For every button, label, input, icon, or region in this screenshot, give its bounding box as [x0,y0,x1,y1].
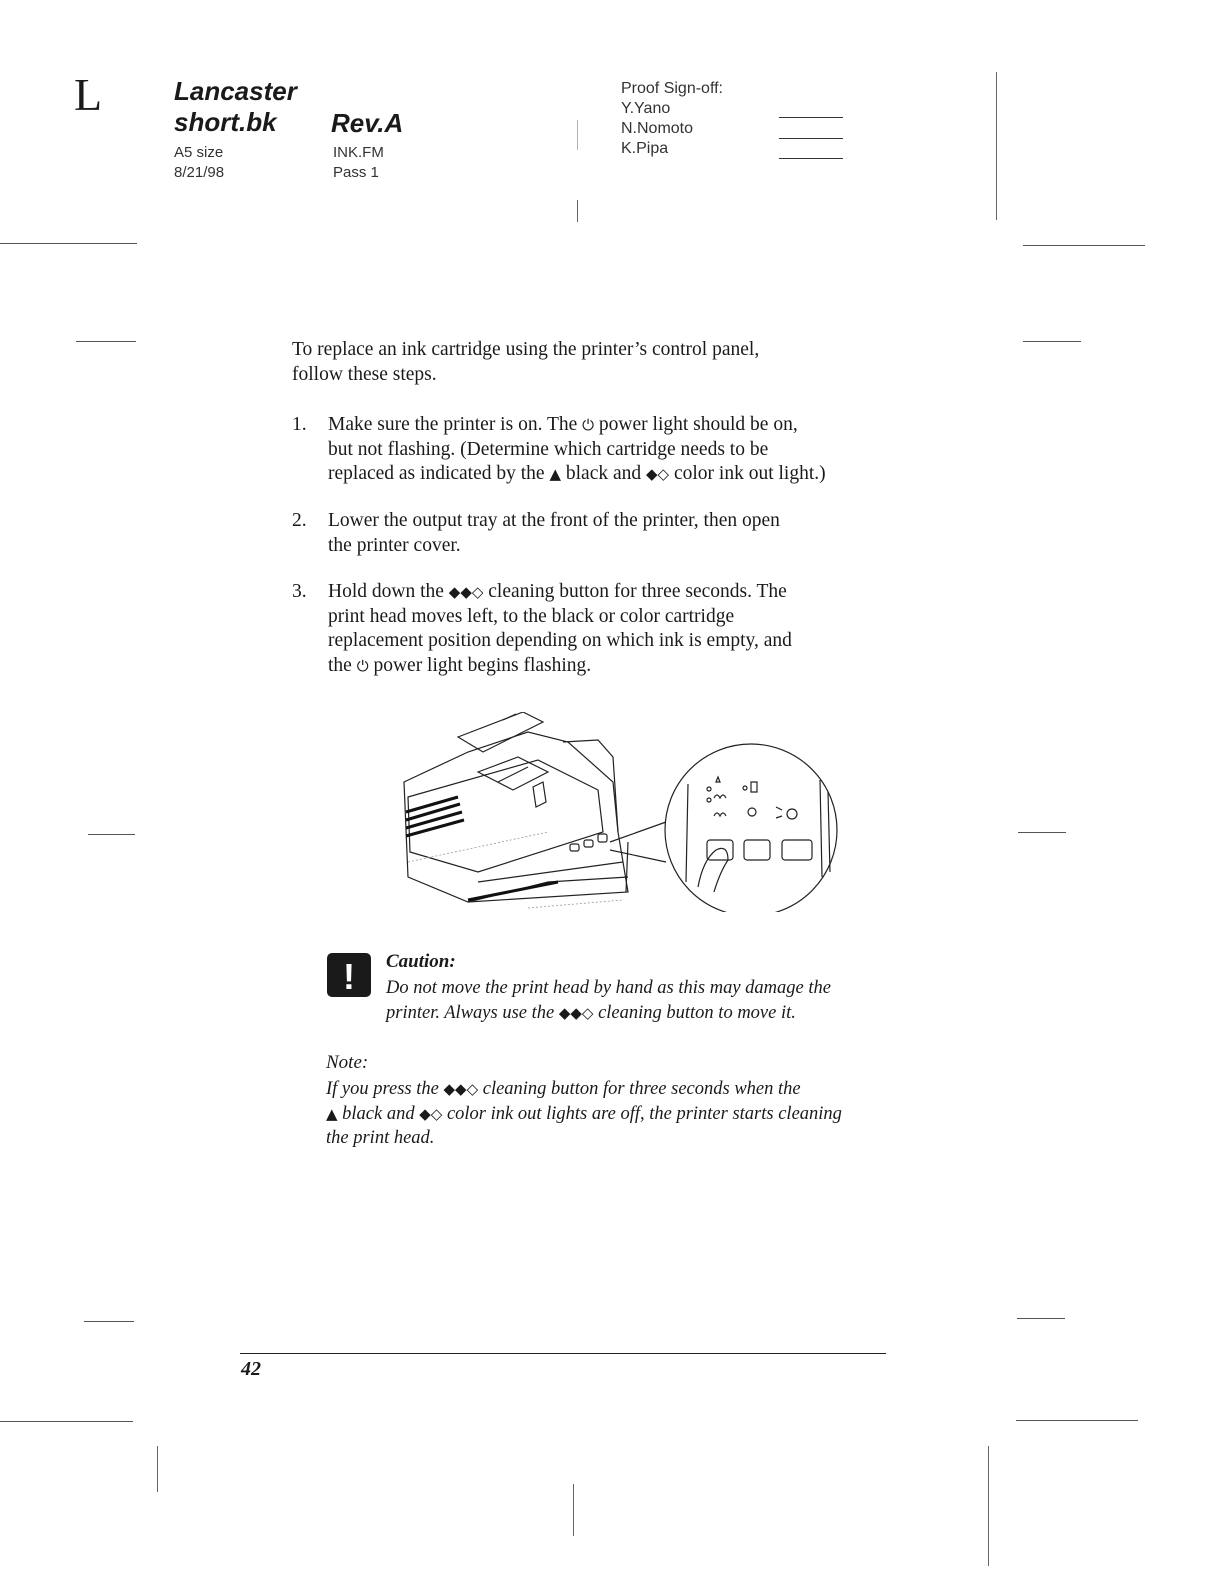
note-line: ▲ black and ◆◇ color ink out lights are off, the printer starts cleaning [326,1103,842,1124]
proof-title: Proof Sign-off: [621,80,723,97]
crop-mark [577,200,578,222]
caution-title: Caution: [386,951,456,972]
signer-3: K.Pipa [621,140,669,157]
crop-mark [1023,245,1145,246]
cleaning-icon: ◆◆◇ [558,1003,594,1022]
intro-line: follow these steps. [292,363,437,385]
note-line: the print head. [326,1128,435,1148]
step-line: Lower the output tray at the front of the printer, then open [328,510,780,531]
book-title [174,76,297,138]
revision-label: Rev.A [331,108,404,138]
step-number: 2. [292,510,307,531]
color-ink-icon: ◆◇ [419,1104,443,1123]
caution-line: Do not move the print head by hand as this may damage the [386,978,831,998]
intro-paragraph [292,338,892,387]
crop-mark [573,1484,574,1536]
step-line: print head moves left, to the black or color cartridge [328,605,735,627]
book-title-line2: short.bk [174,107,277,137]
book-meta-left [174,143,224,183]
step-text [328,413,898,487]
step-number: 1. [292,414,307,435]
crop-mark [76,341,136,342]
step-line: but not flashing. (Determine which cartridge needs to be [328,438,769,460]
book-meta-right [333,143,384,183]
crop-mark [988,1446,989,1566]
black-ink-icon: ▲ [326,1104,338,1123]
crop-mark [84,1321,134,1322]
step-line: the printer cover. [328,534,461,556]
power-icon: ⏻ [356,656,369,675]
book-title-line1: Lancaster [174,76,297,106]
caution-text [386,976,906,1025]
signature-line-3 [779,158,843,159]
crop-mark [577,120,578,150]
step-line: Hold down the ◆◆◇ cleaning button for three seconds. The [328,581,787,602]
signer-2: N.Nomoto [621,120,694,137]
note-text [326,1077,906,1151]
crop-mark [996,72,997,220]
signature-line-2 [779,138,843,139]
step-line: replaced as indicated by the ▲ black and ◆◇ color ink out light.) [328,463,826,484]
cleaning-icon: ◆◆◇ [443,1080,479,1098]
signer-1: Y.Yano [621,100,671,117]
printer-control-panel-illustration [398,712,844,912]
caution-line: printer. Always use the ◆◆◇ cleaning button to move it. [386,1002,796,1023]
step-text [328,580,898,678]
step-number: 3. [292,581,307,602]
crop-mark [0,243,137,244]
signature-line-1 [779,117,843,118]
footer-rule [240,1353,886,1354]
proof-date: 8/21/98 [174,164,225,181]
cleaning-icon: ◆◆◇ [448,583,484,601]
note-title: Note: [326,1052,369,1073]
crop-mark [1018,832,1066,833]
step-line: replacement position depending on which ink is empty, and [328,630,792,651]
crop-mark [1023,341,1081,342]
note-line: If you press the ◆◆◇ cleaning button for three seconds when the [326,1079,801,1099]
file-name: INK.FM [333,144,384,161]
step-line: the ⏻ power light begins flashing. [328,654,592,676]
crop-mark [1017,1318,1065,1319]
crop-mark [157,1446,158,1492]
crop-mark [0,1421,133,1422]
chapter-side-letter: L [74,69,103,120]
crop-mark [1016,1420,1138,1421]
power-icon: ⏻ [582,416,595,434]
intro-line: To replace an ink cartridge using the printer’s control panel, [292,339,760,360]
black-ink-icon: ▲ [549,465,561,483]
pass-number: Pass 1 [333,164,379,181]
step-line: Make sure the printer is on. The ⏻ power light should be on, [328,414,798,435]
caution-icon: ! [327,953,371,997]
color-ink-icon: ◆◇ [646,465,670,483]
page-size: A5 size [174,144,224,161]
page-number: 42 [241,1358,261,1380]
crop-mark [88,834,135,835]
step-text [328,509,898,558]
proof-signoff [621,79,723,159]
